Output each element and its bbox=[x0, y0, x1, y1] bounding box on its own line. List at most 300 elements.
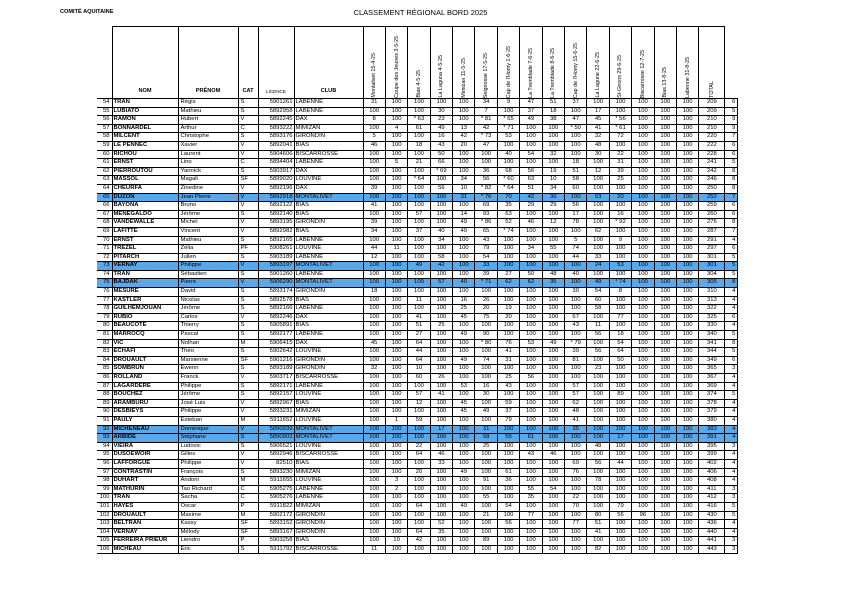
event-count-cell: 4 bbox=[725, 451, 738, 460]
score-cell: 58 bbox=[565, 176, 587, 185]
licence-cell: 5892245 bbox=[258, 116, 294, 125]
total-cell: 369 bbox=[699, 382, 725, 391]
score-cell: 100 bbox=[587, 159, 609, 168]
header-event: Labenne 31-8-25 bbox=[676, 27, 698, 99]
score-cell: 100 bbox=[609, 425, 631, 434]
score-cell: 31 bbox=[475, 425, 497, 434]
header-event: Seignosse 17-5-25 bbox=[475, 27, 497, 99]
score-cell: 100 bbox=[676, 133, 698, 142]
score-cell: 100 bbox=[363, 322, 385, 331]
score-cell: 100 bbox=[520, 425, 542, 434]
score-cell: 100 bbox=[497, 494, 519, 503]
event-count-cell: 3 bbox=[725, 485, 738, 494]
club-cell: BIAS bbox=[294, 296, 363, 305]
score-cell: 100 bbox=[520, 477, 542, 486]
score-cell: 100 bbox=[497, 528, 519, 537]
rank-cell: 94 bbox=[97, 442, 112, 451]
score-cell: 30 bbox=[475, 391, 497, 400]
score-cell: 56 bbox=[520, 167, 542, 176]
score-cell: 47 bbox=[520, 99, 542, 108]
score-cell: 100 bbox=[632, 202, 654, 211]
licence-cell: 5906415 bbox=[258, 339, 294, 348]
firstname-cell: Philippe bbox=[178, 382, 238, 391]
club-cell: MONTALIVET bbox=[294, 193, 363, 202]
table-row bbox=[97, 184, 738, 193]
licence-cell: 5893222 bbox=[258, 124, 294, 133]
rank-cell: 71 bbox=[97, 245, 112, 254]
firstname-cell: Esteban bbox=[178, 416, 238, 425]
score-cell: 56 bbox=[497, 520, 519, 529]
score-cell: 100 bbox=[676, 331, 698, 340]
name-cell: MICHEAU bbox=[112, 545, 178, 554]
name-cell: FERREIRA PRIEUR bbox=[112, 537, 178, 546]
score-cell: 100 bbox=[654, 374, 676, 383]
firstname-cell: Pascal bbox=[178, 331, 238, 340]
score-cell: 100 bbox=[632, 159, 654, 168]
score-cell: 100 bbox=[408, 193, 430, 202]
event-count-cell: 5 bbox=[725, 262, 738, 271]
score-cell: 12 bbox=[408, 399, 430, 408]
header-total: TOTAL bbox=[699, 27, 725, 99]
score-cell: 100 bbox=[676, 313, 698, 322]
score-cell: 100 bbox=[654, 99, 676, 108]
score-cell: 100 bbox=[565, 133, 587, 142]
licence-cell: 5902642 bbox=[258, 348, 294, 357]
score-cell: 100 bbox=[676, 124, 698, 133]
score-cell: 23 bbox=[430, 116, 452, 125]
score-cell: 100 bbox=[654, 262, 676, 271]
score-cell: 100 bbox=[385, 210, 407, 219]
score-cell: 31 bbox=[363, 99, 385, 108]
rank-cell: 58 bbox=[97, 133, 112, 142]
score-cell: 100 bbox=[408, 279, 430, 288]
total-cell: 259 bbox=[699, 202, 725, 211]
name-cell: LE PENNEC bbox=[112, 141, 178, 150]
score-cell: 100 bbox=[363, 270, 385, 279]
firstname-cell: Bruno bbox=[178, 202, 238, 211]
score-cell: 62 bbox=[520, 279, 542, 288]
score-cell: 100 bbox=[676, 322, 698, 331]
total-cell: 379 bbox=[699, 408, 725, 417]
name-cell: HAYES bbox=[112, 502, 178, 511]
event-count-cell: 4 bbox=[725, 528, 738, 537]
score-cell: 100 bbox=[475, 288, 497, 297]
score-cell: 100 bbox=[587, 391, 609, 400]
score-cell: 37 bbox=[408, 227, 430, 236]
score-cell: 100 bbox=[363, 399, 385, 408]
event-count-cell: 8 bbox=[725, 167, 738, 176]
category-cell: S bbox=[238, 391, 258, 400]
score-cell: * 73 bbox=[475, 133, 497, 142]
score-cell: 55 bbox=[475, 494, 497, 503]
score-cell: 100 bbox=[542, 374, 564, 383]
table-row bbox=[97, 133, 738, 142]
firstname-cell: Liendro bbox=[178, 537, 238, 546]
score-cell: 100 bbox=[430, 356, 452, 365]
score-cell: 100 bbox=[520, 141, 542, 150]
score-cell: 100 bbox=[632, 545, 654, 554]
total-cell: 383 bbox=[699, 425, 725, 434]
score-cell: 19 bbox=[542, 167, 564, 176]
rank-cell: 93 bbox=[97, 434, 112, 443]
score-cell: 93 bbox=[475, 210, 497, 219]
score-cell: 100 bbox=[587, 451, 609, 460]
name-cell: TRAN bbox=[112, 99, 178, 108]
club-cell: LABENNE bbox=[294, 253, 363, 262]
rank-cell: 90 bbox=[97, 408, 112, 417]
score-cell: 100 bbox=[676, 150, 698, 159]
name-cell: VIEIRA bbox=[112, 442, 178, 451]
firstname-cell: Philippe bbox=[178, 262, 238, 271]
score-cell: 16 bbox=[430, 133, 452, 142]
score-cell: 100 bbox=[363, 537, 385, 546]
score-cell: 100 bbox=[565, 296, 587, 305]
score-cell: 100 bbox=[363, 434, 385, 443]
score-cell: 100 bbox=[587, 494, 609, 503]
score-cell: 54 bbox=[475, 253, 497, 262]
total-cell: 412 bbox=[699, 494, 725, 503]
score-cell: 100 bbox=[385, 99, 407, 108]
score-cell: 100 bbox=[632, 322, 654, 331]
score-cell: 100 bbox=[609, 416, 631, 425]
table-row bbox=[97, 416, 738, 425]
header-event: Cap de l'Homy 1-6-25 bbox=[497, 27, 519, 99]
score-cell: 22 bbox=[609, 150, 631, 159]
club-cell: BIAS bbox=[294, 202, 363, 211]
score-cell: 100 bbox=[430, 270, 452, 279]
score-cell: 51 bbox=[587, 520, 609, 529]
category-cell: S bbox=[238, 348, 258, 357]
score-cell: 100 bbox=[408, 511, 430, 520]
score-cell: 5 bbox=[385, 159, 407, 168]
score-cell: 100 bbox=[676, 374, 698, 383]
score-cell: 76 bbox=[497, 339, 519, 348]
score-cell: 100 bbox=[565, 365, 587, 374]
score-cell: 100 bbox=[654, 159, 676, 168]
score-cell: 100 bbox=[587, 176, 609, 185]
name-cell: VERNAY bbox=[112, 262, 178, 271]
category-cell: V bbox=[238, 279, 258, 288]
score-cell: 18 bbox=[408, 141, 430, 150]
licence-cell: 5905275 bbox=[258, 485, 294, 494]
score-cell: 69 bbox=[565, 459, 587, 468]
score-cell: 100 bbox=[676, 468, 698, 477]
table-row bbox=[97, 537, 738, 546]
score-cell: 100 bbox=[385, 227, 407, 236]
table-row bbox=[97, 270, 738, 279]
score-cell: 60 bbox=[408, 374, 430, 383]
header-event: La Lagune 22-6-25 bbox=[587, 27, 609, 99]
category-cell: C bbox=[238, 485, 258, 494]
score-cell: 100 bbox=[497, 511, 519, 520]
score-cell: 51 bbox=[565, 167, 587, 176]
name-cell: ARBIDE bbox=[112, 434, 178, 443]
score-cell: 100 bbox=[408, 107, 430, 116]
score-cell: 100 bbox=[520, 468, 542, 477]
header-event: La Laguna 4-5-25 bbox=[430, 27, 452, 99]
score-cell: 100 bbox=[520, 227, 542, 236]
rank-cell: 105 bbox=[97, 537, 112, 546]
table-row bbox=[97, 159, 738, 168]
score-cell: 21 bbox=[408, 159, 430, 168]
club-cell: DAX bbox=[294, 184, 363, 193]
category-cell: SF bbox=[238, 520, 258, 529]
score-cell: 100 bbox=[654, 288, 676, 297]
score-cell: 100 bbox=[497, 141, 519, 150]
club-cell: BIAS bbox=[294, 141, 363, 150]
score-cell: 100 bbox=[542, 468, 564, 477]
rank-cell: 101 bbox=[97, 502, 112, 511]
licence-cell: 5892122 bbox=[258, 202, 294, 211]
firstname-cell: Eric bbox=[178, 545, 238, 554]
score-cell: 100 bbox=[654, 365, 676, 374]
score-cell: 49 bbox=[453, 331, 475, 340]
score-cell: 34 bbox=[430, 236, 452, 245]
score-cell: * 61 bbox=[609, 124, 631, 133]
score-cell: 100 bbox=[520, 365, 542, 374]
score-cell: 17 bbox=[609, 434, 631, 443]
licence-cell: 5892157 bbox=[258, 391, 294, 400]
score-cell: 100 bbox=[654, 494, 676, 503]
name-cell: DROUAULT bbox=[112, 356, 178, 365]
club-cell: BIAS bbox=[294, 227, 363, 236]
total-cell: 440 bbox=[699, 528, 725, 537]
score-cell: 31 bbox=[609, 159, 631, 168]
rank-cell: 98 bbox=[97, 477, 112, 486]
licence-cell: 5892946 bbox=[258, 451, 294, 460]
score-cell: 100 bbox=[676, 227, 698, 236]
category-cell: S bbox=[238, 99, 258, 108]
ranking-table bbox=[97, 26, 738, 554]
event-count-cell: 7 bbox=[725, 193, 738, 202]
rank-cell: 81 bbox=[97, 331, 112, 340]
score-cell: 100 bbox=[632, 288, 654, 297]
score-cell: 100 bbox=[654, 253, 676, 262]
name-cell: PITARCH bbox=[112, 253, 178, 262]
score-cell: 77 bbox=[520, 511, 542, 520]
firstname-cell: Jérôme bbox=[178, 210, 238, 219]
score-cell: 100 bbox=[430, 511, 452, 520]
score-cell: 53 bbox=[453, 382, 475, 391]
score-cell: 100 bbox=[654, 511, 676, 520]
rank-cell: 89 bbox=[97, 399, 112, 408]
score-cell: 39 bbox=[609, 167, 631, 176]
score-cell: 100 bbox=[542, 313, 564, 322]
score-cell: 100 bbox=[676, 296, 698, 305]
score-cell: 100 bbox=[632, 227, 654, 236]
event-count-cell: 4 bbox=[725, 408, 738, 417]
licence-cell: 5893152 bbox=[258, 520, 294, 529]
category-cell: S bbox=[238, 331, 258, 340]
name-cell: DUZON bbox=[112, 193, 178, 202]
club-cell: BISCARROSSE bbox=[294, 451, 363, 460]
score-cell: * 56 bbox=[609, 116, 631, 125]
event-count-cell: 4 bbox=[725, 322, 738, 331]
rank-cell: 87 bbox=[97, 382, 112, 391]
score-cell: 100 bbox=[385, 520, 407, 529]
category-cell: SF bbox=[238, 176, 258, 185]
score-cell: 100 bbox=[430, 288, 452, 297]
table-row bbox=[97, 365, 738, 374]
rank-cell: 75 bbox=[97, 279, 112, 288]
score-cell: 100 bbox=[453, 150, 475, 159]
score-cell: 17 bbox=[565, 210, 587, 219]
score-cell: 54 bbox=[609, 339, 631, 348]
score-cell: 18 bbox=[363, 288, 385, 297]
score-cell: 100 bbox=[632, 253, 654, 262]
event-count-cell: 6 bbox=[725, 245, 738, 254]
table-row bbox=[97, 356, 738, 365]
score-cell: 69 bbox=[475, 202, 497, 211]
licence-cell: 5905276 bbox=[258, 494, 294, 503]
score-cell: 100 bbox=[520, 236, 542, 245]
score-cell: 62 bbox=[565, 399, 587, 408]
total-cell: 344 bbox=[699, 348, 725, 357]
table-row bbox=[97, 210, 738, 219]
header-event: Montalivet 15-4-25 bbox=[363, 27, 385, 99]
score-cell: 100 bbox=[363, 176, 385, 185]
score-cell: 100 bbox=[430, 434, 452, 443]
score-cell: 100 bbox=[676, 279, 698, 288]
score-cell: 100 bbox=[430, 193, 452, 202]
score-cell: 100 bbox=[363, 408, 385, 417]
score-cell: 44 bbox=[408, 348, 430, 357]
event-count-cell: 4 bbox=[725, 382, 738, 391]
score-cell: 100 bbox=[654, 425, 676, 434]
score-cell: 100 bbox=[363, 468, 385, 477]
score-cell: 100 bbox=[676, 451, 698, 460]
score-cell: 89 bbox=[475, 537, 497, 546]
score-cell: 96 bbox=[632, 511, 654, 520]
score-cell: 100 bbox=[453, 425, 475, 434]
header-event: La Tremblade 8-6-25 bbox=[542, 27, 564, 99]
rank-cell: 97 bbox=[97, 468, 112, 477]
total-cell: 380 bbox=[699, 416, 725, 425]
score-cell: 10 bbox=[385, 537, 407, 546]
rank-cell: 73 bbox=[97, 262, 112, 271]
name-cell: MENEGALDO bbox=[112, 210, 178, 219]
event-count-cell: 6 bbox=[725, 210, 738, 219]
club-cell: LABENNE bbox=[294, 107, 363, 116]
header-cat: CAT bbox=[238, 27, 258, 99]
total-cell: 305 bbox=[699, 279, 725, 288]
score-cell: 41 bbox=[408, 313, 430, 322]
event-count-cell: 4 bbox=[725, 399, 738, 408]
score-cell: 27 bbox=[497, 270, 519, 279]
score-cell: 100 bbox=[363, 459, 385, 468]
score-cell: 100 bbox=[609, 545, 631, 554]
score-cell: 100 bbox=[542, 520, 564, 529]
score-cell: 100 bbox=[565, 545, 587, 554]
category-cell: S bbox=[238, 322, 258, 331]
firstname-cell: Dominique bbox=[178, 425, 238, 434]
event-count-cell: 5 bbox=[725, 331, 738, 340]
score-cell: 9 bbox=[609, 236, 631, 245]
score-cell: 41 bbox=[497, 348, 519, 357]
name-cell: DUSOEWOIR bbox=[112, 451, 178, 460]
licence-cell: 5901260 bbox=[258, 270, 294, 279]
score-cell: 100 bbox=[520, 253, 542, 262]
table-row bbox=[97, 434, 738, 443]
score-cell: 56 bbox=[587, 331, 609, 340]
total-cell: 297 bbox=[699, 245, 725, 254]
score-cell: 45 bbox=[587, 116, 609, 125]
score-cell: 49 bbox=[587, 279, 609, 288]
score-cell: 34 bbox=[520, 245, 542, 254]
score-cell: 54 bbox=[587, 288, 609, 297]
score-cell: * 71 bbox=[475, 279, 497, 288]
score-cell: 64 bbox=[408, 451, 430, 460]
score-cell: 11 bbox=[408, 296, 430, 305]
score-cell: 100 bbox=[520, 331, 542, 340]
score-cell: 100 bbox=[497, 442, 519, 451]
score-cell: 47 bbox=[565, 116, 587, 125]
score-cell: 100 bbox=[385, 399, 407, 408]
club-cell: MIMIZAN bbox=[294, 468, 363, 477]
score-cell: 14 bbox=[453, 210, 475, 219]
score-cell: 61 bbox=[520, 434, 542, 443]
table-row bbox=[97, 219, 738, 228]
category-cell: C bbox=[238, 494, 258, 503]
score-cell: 100 bbox=[385, 356, 407, 365]
score-cell: 100 bbox=[676, 442, 698, 451]
score-cell: 77 bbox=[565, 520, 587, 529]
score-cell: 100 bbox=[385, 313, 407, 322]
club-cell: BIAS bbox=[294, 210, 363, 219]
score-cell: 56 bbox=[609, 511, 631, 520]
score-cell: 100 bbox=[542, 236, 564, 245]
score-cell: 100 bbox=[363, 296, 385, 305]
score-cell: 100 bbox=[587, 236, 609, 245]
score-cell: 100 bbox=[632, 502, 654, 511]
rank-cell: 54 bbox=[97, 99, 112, 108]
score-cell: 100 bbox=[654, 133, 676, 142]
score-cell: 100 bbox=[654, 348, 676, 357]
score-cell: 66 bbox=[430, 159, 452, 168]
score-cell: 100 bbox=[676, 184, 698, 193]
event-count-cell: 5 bbox=[725, 348, 738, 357]
score-cell: 100 bbox=[587, 184, 609, 193]
score-cell: 100 bbox=[475, 150, 497, 159]
score-cell: 100 bbox=[654, 408, 676, 417]
rank-cell: 95 bbox=[97, 451, 112, 460]
header-club: CLUB bbox=[294, 27, 363, 99]
score-cell: 100 bbox=[632, 245, 654, 254]
score-cell: 100 bbox=[676, 382, 698, 391]
score-cell: 39 bbox=[475, 270, 497, 279]
score-cell: 53 bbox=[520, 339, 542, 348]
score-cell: 100 bbox=[520, 416, 542, 425]
score-cell: 100 bbox=[453, 374, 475, 383]
score-cell: 20 bbox=[609, 193, 631, 202]
score-cell: 100 bbox=[542, 322, 564, 331]
score-cell: 42 bbox=[453, 133, 475, 142]
score-cell: 100 bbox=[542, 348, 564, 357]
score-cell: 100 bbox=[363, 442, 385, 451]
score-cell: 79 bbox=[497, 416, 519, 425]
score-cell: 100 bbox=[609, 305, 631, 314]
score-cell: 40 bbox=[430, 227, 452, 236]
score-cell: 41 bbox=[565, 416, 587, 425]
table-row bbox=[97, 279, 738, 288]
table-row bbox=[97, 167, 738, 176]
score-cell: 33 bbox=[475, 262, 497, 271]
event-count-cell: 4 bbox=[725, 459, 738, 468]
score-cell: 100 bbox=[654, 434, 676, 443]
score-cell: 100 bbox=[676, 219, 698, 228]
event-count-cell: 4 bbox=[725, 288, 738, 297]
category-cell: V bbox=[238, 202, 258, 211]
